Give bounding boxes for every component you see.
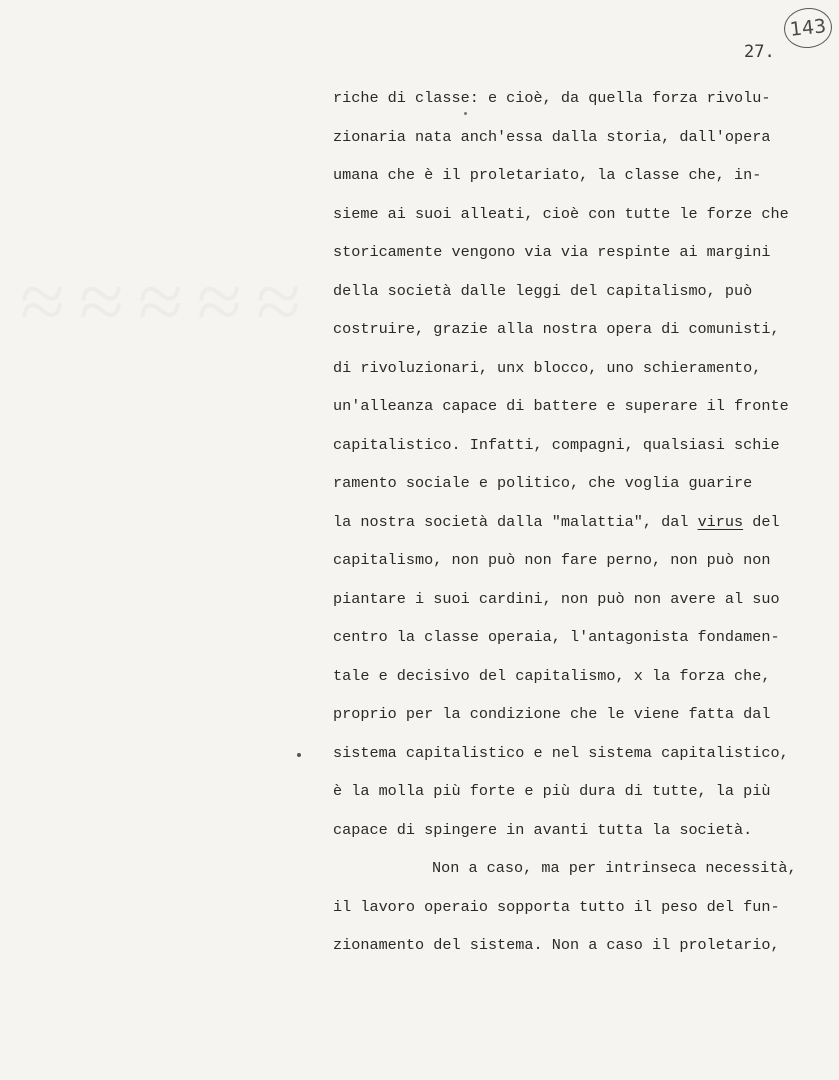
text-line-2: zionaria nata anch'essa dalla storia, dall'opera	[333, 127, 771, 146]
text-line-17: proprio per la condizione che le viene fatta dal	[333, 705, 771, 723]
underlined-word: virus	[697, 512, 744, 531]
text-line-16: tale e decisivo del capitalismo, x la forza che,	[333, 666, 771, 685]
text-line-22: il lavoro operaio sopporta tutto il peso del fun-	[333, 897, 780, 916]
text-line-11: ramento sociale e politico, che voglia guarire	[333, 474, 753, 492]
text-line-5: storicamente vengono via via respinte ai margini	[333, 243, 771, 261]
ink-speck	[464, 112, 467, 115]
bleed-through-watermark: ≈≈≈≈≈	[20, 256, 316, 347]
text-line-1: riche di classe: e cioè, da quella forza rivolu-	[333, 89, 771, 107]
text-line-13: capitalismo, non può non fare perno, non può non	[333, 551, 771, 569]
text-line-18: sistema capitalistico e nel sistema capitalistico,	[333, 743, 789, 762]
text-line-12: la nostra società dalla "malattia", dal virus del	[333, 512, 780, 531]
text-line-9: un'alleanza capace di battere e superare il fronte	[333, 397, 789, 415]
page-number: 27.	[744, 42, 775, 62]
text-line-14: piantare i suoi cardini, non può non avere al suo	[333, 589, 780, 608]
text-line-15: centro la classe operaia, l'antagonista fondamen-	[333, 628, 780, 646]
text-line-7: costruire, grazie alla nostra opera di comunisti,	[333, 320, 780, 338]
text-line-4: sieme ai suoi alleati, cioè con tutte le forze che	[333, 204, 789, 223]
text-line-3: umana che è il proletariato, la classe che, in-	[333, 166, 762, 184]
margin-dot	[297, 753, 301, 757]
text-line-8: di rivoluzionari, unx blocco, uno schieramento,	[333, 358, 762, 377]
text-line-10: capitalistico. Infatti, compagni, qualsiasi schie	[333, 435, 780, 454]
archive-stamp-number: 143	[782, 6, 834, 51]
text-line-20: capace di spingere in avanti tutta la società.	[333, 820, 753, 839]
text-line-6: della società dalle leggi del capitalismo, può	[333, 281, 753, 300]
text-line-23: zionamento del sistema. Non a caso il proletario,	[333, 936, 780, 954]
text-line-21: Non a caso, ma per intrinseca necessità,	[432, 859, 797, 877]
text-line-19: è la molla più forte e più dura di tutte, la più	[333, 782, 771, 800]
